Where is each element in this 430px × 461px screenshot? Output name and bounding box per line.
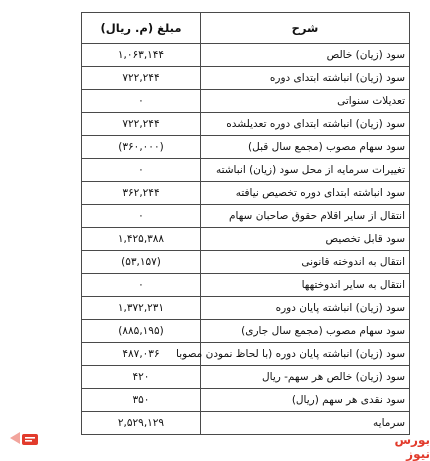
- row-description: سرمایه: [201, 412, 410, 435]
- row-amount: ۷۲۲,۲۴۴: [82, 67, 201, 90]
- table-row: [82, 44, 410, 67]
- table-row: [82, 251, 410, 274]
- row-amount: ۰: [82, 159, 201, 182]
- row-amount: ۴۲۰: [82, 366, 201, 389]
- row-amount: ۱,۴۲۵,۳۸۸: [82, 228, 201, 251]
- row-description: انتقال از سایر اقلام حقوق صاحبان سهام: [201, 205, 410, 228]
- watermark-logo: بورس نیوز: [394, 433, 430, 461]
- table-row: [82, 90, 410, 113]
- row-description: سود انباشته ابتدای دوره تخصیص نیافته: [201, 182, 410, 205]
- table-row: [82, 297, 410, 320]
- row-description: سود (زیان) انباشته ابتدای دوره: [201, 67, 410, 90]
- row-description: سود (زیان) خالص هر سهم- ریال: [201, 366, 410, 389]
- row-amount: ۱,۰۶۳,۱۴۴: [82, 44, 201, 67]
- table-row: [82, 343, 410, 366]
- header-amount: مبلغ (م. ریال): [82, 13, 201, 44]
- row-amount: ۲,۵۲۹,۱۲۹: [82, 412, 201, 435]
- table-row: [82, 205, 410, 228]
- row-description: سود سهام مصوب (مجمع سال جاری): [201, 320, 410, 343]
- row-description: سود (زیان) انباشته پایان دوره: [201, 297, 410, 320]
- header-description: شرح: [201, 13, 410, 44]
- row-amount: ۴۸۷,۰۳۶: [82, 343, 201, 366]
- row-amount: ۰: [82, 90, 201, 113]
- table-row: [82, 228, 410, 251]
- row-description: سود (زیان) انباشته ابتدای دوره تعدیلشده: [201, 113, 410, 136]
- row-amount: (۸۸۵,۱۹۵): [82, 320, 201, 343]
- table-row: [82, 412, 410, 435]
- logo-icon: [8, 428, 42, 448]
- row-amount: ۷۲۲,۲۴۴: [82, 113, 201, 136]
- table-row: [82, 136, 410, 159]
- table-row: [82, 366, 410, 389]
- row-description: سود (زیان) خالص: [201, 44, 410, 67]
- table-row: [82, 67, 410, 90]
- row-amount: ۱,۳۷۲,۲۳۱: [82, 297, 201, 320]
- table-row: [82, 389, 410, 412]
- row-amount: ۰: [82, 205, 201, 228]
- profit-distribution-table: [81, 12, 410, 435]
- table-body: [82, 44, 410, 435]
- table-row: [82, 320, 410, 343]
- row-description: تعدیلات سنواتی: [201, 90, 410, 113]
- table-header-row: [82, 13, 410, 44]
- table-row: [82, 182, 410, 205]
- row-description: سود (زیان) انباشته پایان دوره (با لحاظ نمودن مصوبا: [201, 343, 410, 366]
- table-row: [82, 159, 410, 182]
- row-amount: ۳۶۲,۲۴۴: [82, 182, 201, 205]
- row-description: انتقال به اندوخته قانونی: [201, 251, 410, 274]
- row-description: انتقال به سایر اندوختهها: [201, 274, 410, 297]
- row-amount: ۳۵۰: [82, 389, 201, 412]
- row-amount: (۳۶۰,۰۰۰): [82, 136, 201, 159]
- row-amount: ۰: [82, 274, 201, 297]
- row-description: تغییرات سرمایه از محل سود (زیان) انباشته: [201, 159, 410, 182]
- table-row: [82, 274, 410, 297]
- row-amount: (۵۳,۱۵۷): [82, 251, 201, 274]
- row-description: سود سهام مصوب (مجمع سال قبل): [201, 136, 410, 159]
- row-description: سود قابل تخصیص: [201, 228, 410, 251]
- table-row: [82, 113, 410, 136]
- row-description: سود نقدی هر سهم (ریال): [201, 389, 410, 412]
